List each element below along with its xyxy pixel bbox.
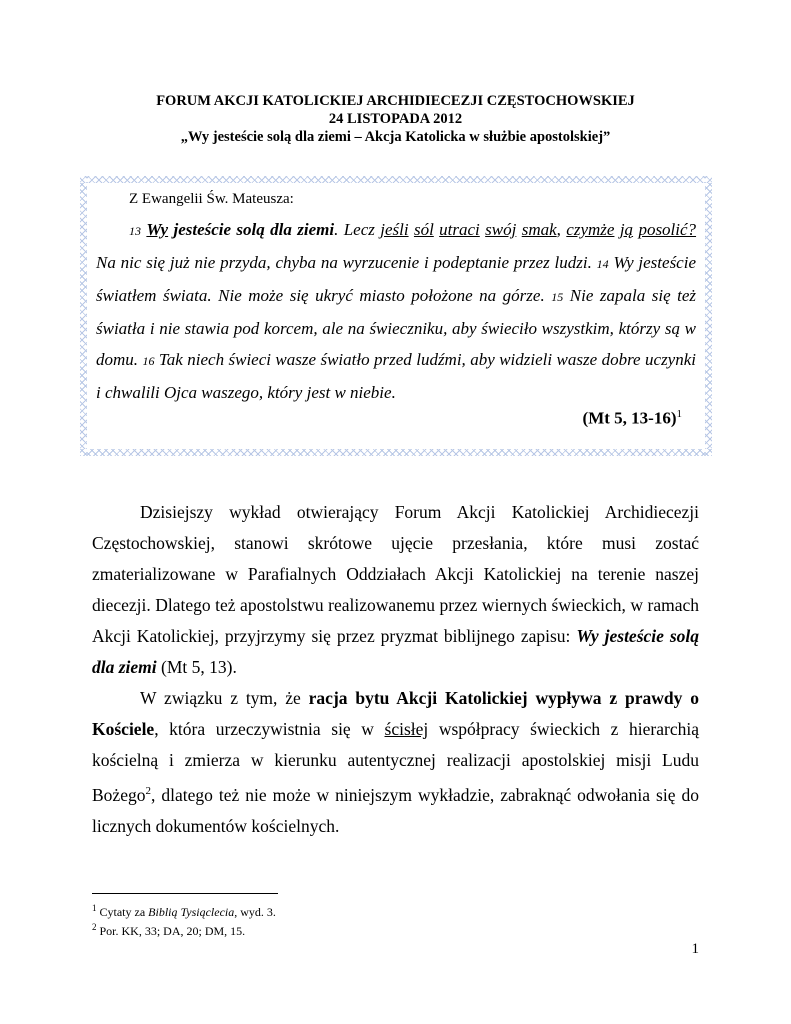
paragraph-text: W związku z tym, że [140,688,309,708]
quote-word: swój [485,220,517,239]
quote-part: Na nic się już nie przyda, chyba na wyrzucenie i podeptanie przez ludzi. [96,253,592,272]
verse-number: 13 [129,224,141,238]
paragraph-text: współpracy świeckich z hierarchią kościelną i zmierza w kierunku autentycznej realizacji apostolskiej misji Ludu Bożego [92,719,699,805]
quote-word: posolić? [638,220,697,239]
footnote-italic: Biblią Tysiąclecia [148,905,235,919]
paragraph-emphasis: racja bytu Akcji Katolickiej wypływa z prawdy o Kościele [92,688,699,739]
paragraph-1 [92,497,699,683]
footnote-text: Cytaty za [96,905,149,919]
verse-number: 14 [596,257,609,271]
quote-box [80,176,712,456]
quote-part: Nie zapala się też światła i nie stawia pod korcem, ale na świeczniku, aby świeciło wszystkim, którzy są w domu. [96,286,697,369]
footnote-text: , wyd. 3. [234,905,276,919]
quote-word: Wy [146,220,169,239]
footnote-number: 2 [92,922,97,932]
paragraph-text: , która urzeczywistnia się w [154,719,385,739]
quote-bold: jesteście solą dla ziemi [173,220,335,239]
quote-word: ją [619,220,634,239]
header-date: 24 LISTOPADA 2012 [328,111,463,127]
quote-reference [96,408,696,429]
footnote-separator [92,893,278,894]
paragraph-text: Dzisiejszy wykład otwierający Forum Akcji Katolickiej Archidiecezji Częstochowskiej, stanowi skrótowe ujęcie przesłania, które musi zostać zmaterializowane w Parafialnych Oddziałach Akcji Katolickiej na terenie naszej diecezji. Dlatego też apostolstwu realizowanemu przez wiernych świeckich, w ramach Akcji Katolickiej, przyjrzymy się przez pryzmat biblijnego zapisu: [92,502,699,646]
underlined-word: ścisłej [384,719,429,739]
footnotes [92,901,276,939]
quote-text: 13 Wy jesteście solą dla ziemi. Lecz jeśli sól utraci swój smak, czymże ją posolić? Na nic się już nie przyda, chyba na wyrzucenie i podeptanie przez ludzi. 14 Wy jesteście światłem świata. Nie może się ukryć miasto położone na górze. 15 Nie zapala się też światła i nie stawia pod korcem, ale na świeczniku, aby świeciło wszystkim, którzy są w domu. 16 Tak niech świeci wasze światło przed ludźmi, aby widzieli wasze dobre uczynki i chwalili Ojca waszego, który jest w niebie. [96,220,697,402]
paragraph-2 [92,683,699,842]
quote-word: smak [521,220,557,239]
reference-text: (Mt 5, 13-16) [582,408,677,428]
quote-part: Tak niech świeci wasze światło przed ludźmi, aby widzieli wasze dobre uczynki i chwalili Ojca waszego, który jest w niebie [96,350,696,402]
verse-number: 15 [551,290,564,304]
quote-part: . [391,383,396,402]
footnote-marker: 2 [145,785,151,797]
body-text [92,497,699,842]
footnote-text: Por. KK, 33; DA, 20; DM, 15. [96,924,246,938]
quote-part: Wy jesteście światłem świata. Nie może się ukryć miasto położone na górze. [96,253,696,305]
quote-word: jeśli [380,220,409,239]
quote-inner [87,183,705,449]
footnote-2 [92,920,276,939]
paragraph-emphasis: Wy jesteście solą dla ziemi [92,626,700,677]
header-title: FORUM AKCJI KATOLICKIEJ ARCHIDIECEZJI CZĘSTOCHOWSKIEJ [156,93,635,109]
header-subtitle: „Wy jesteście solą dla ziemi – Akcja Katolicka w służbie apostolskiej” [180,129,611,145]
verse-number: 16 [142,354,155,368]
document-header [0,92,791,146]
quote-word: utraci [439,220,480,239]
footnote-marker: 1 [676,408,682,420]
footnote-1 [92,901,276,920]
quote-source: Z Ewangelii Św. Mateusza: [129,191,294,207]
quote-word: czymże [566,220,615,239]
paragraph-text: (Mt 5, 13). [156,657,237,677]
paragraph-text: , dlatego też nie może w niniejszym wykładzie, zabraknąć odwołania się do licznych dokumentów kościelnych. [92,784,699,836]
quote-part: . Lecz [334,220,381,239]
page-number: 1 [691,941,699,957]
footnote-number: 1 [92,903,97,913]
quote-word: sól [413,220,434,239]
